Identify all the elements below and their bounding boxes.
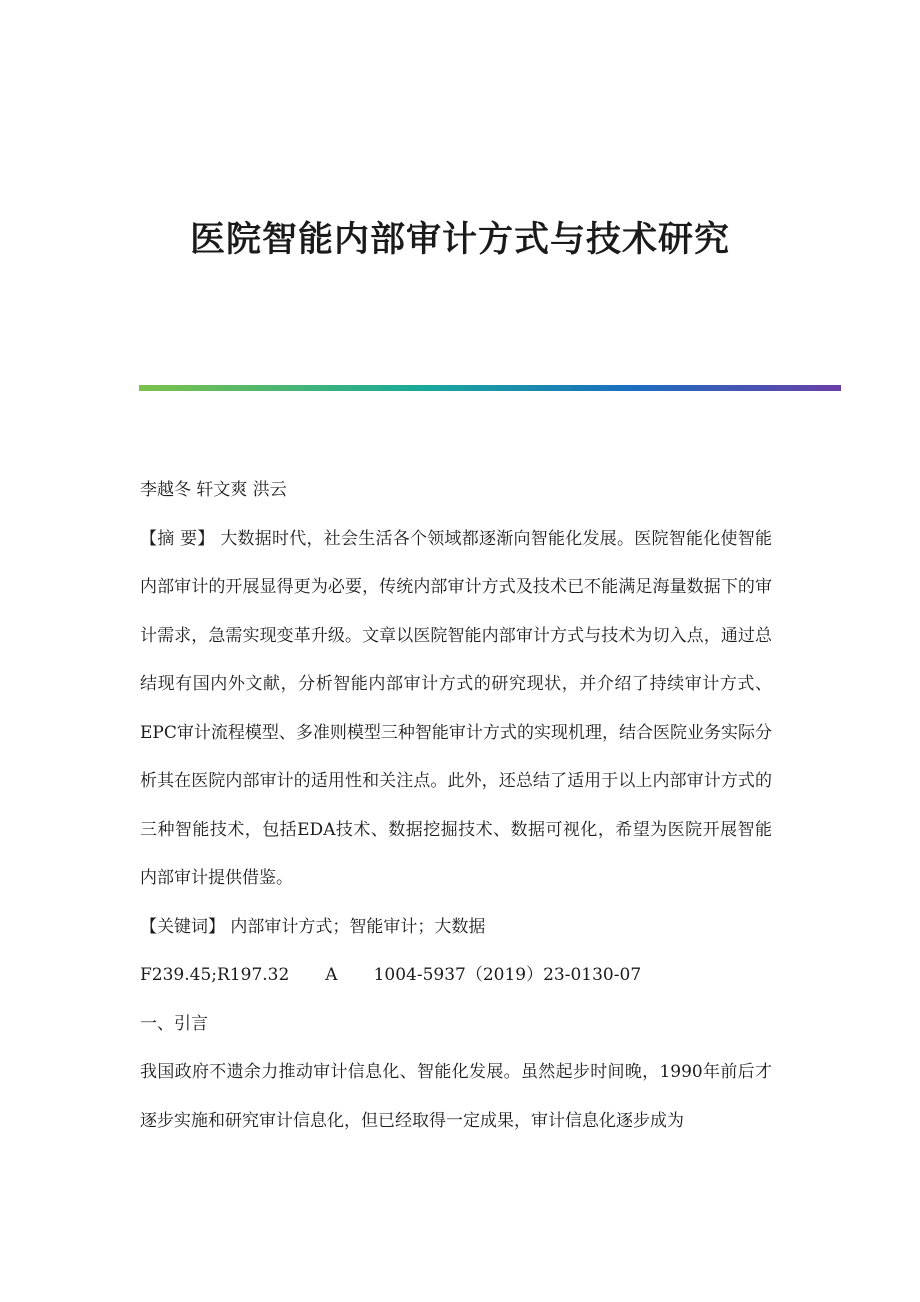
classification-line (140, 951, 772, 1000)
document-code: A (325, 965, 338, 985)
abstract-text: 大数据时代，社会生活各个领域都逐渐向智能化发展。医院智能化使智能内部审计的开展显得更为必要，传统内部审计方式及技术已不能满足海量数据下的审计需求，急需实现变革升级。文章以医院智能内部审计方式与技术为切入点，通过总结现有国内外文献，分析智能内部审计方式的研究现状，并介绍了持续审计方式、EPC审计流程模型、多准则模型三种智能审计方式的实现机理，结合医院业务实际分析其在医院内部审计的适用性和关注点。此外，还总结了适用于以上内部审计方式的三种智能技术，包括EDA技术、数据挖掘技术、数据可视化，希望为医院开展智能内部审计提供借鉴。 (140, 528, 773, 888)
clc-number: F239.45;R197.32 (140, 965, 290, 985)
keywords-text: 内部审计方式；智能审计；大数据 (230, 916, 486, 937)
section-heading: 一、引言 (140, 1013, 208, 1034)
abstract-label: 【摘 要】 (140, 528, 215, 549)
title-divider (139, 385, 841, 391)
abstract (140, 515, 772, 903)
article-number: 1004-5937（2019）23-0130-07 (373, 965, 642, 985)
keywords-label: 【关键词】 (140, 916, 225, 937)
paper-body (140, 466, 772, 1145)
section-paragraph: 我国政府不遗余力推动审计信息化、智能化发展。虽然起步时间晚，1990年前后才逐步实施和研究审计信息化，但已经取得一定成果，审计信息化逐步成为 (140, 1062, 772, 1131)
keywords (140, 903, 772, 952)
paper-title: 医院智能内部审计方式与技术研究 (189, 219, 730, 260)
authors: 李越冬 轩文爽 洪云 (140, 480, 287, 500)
